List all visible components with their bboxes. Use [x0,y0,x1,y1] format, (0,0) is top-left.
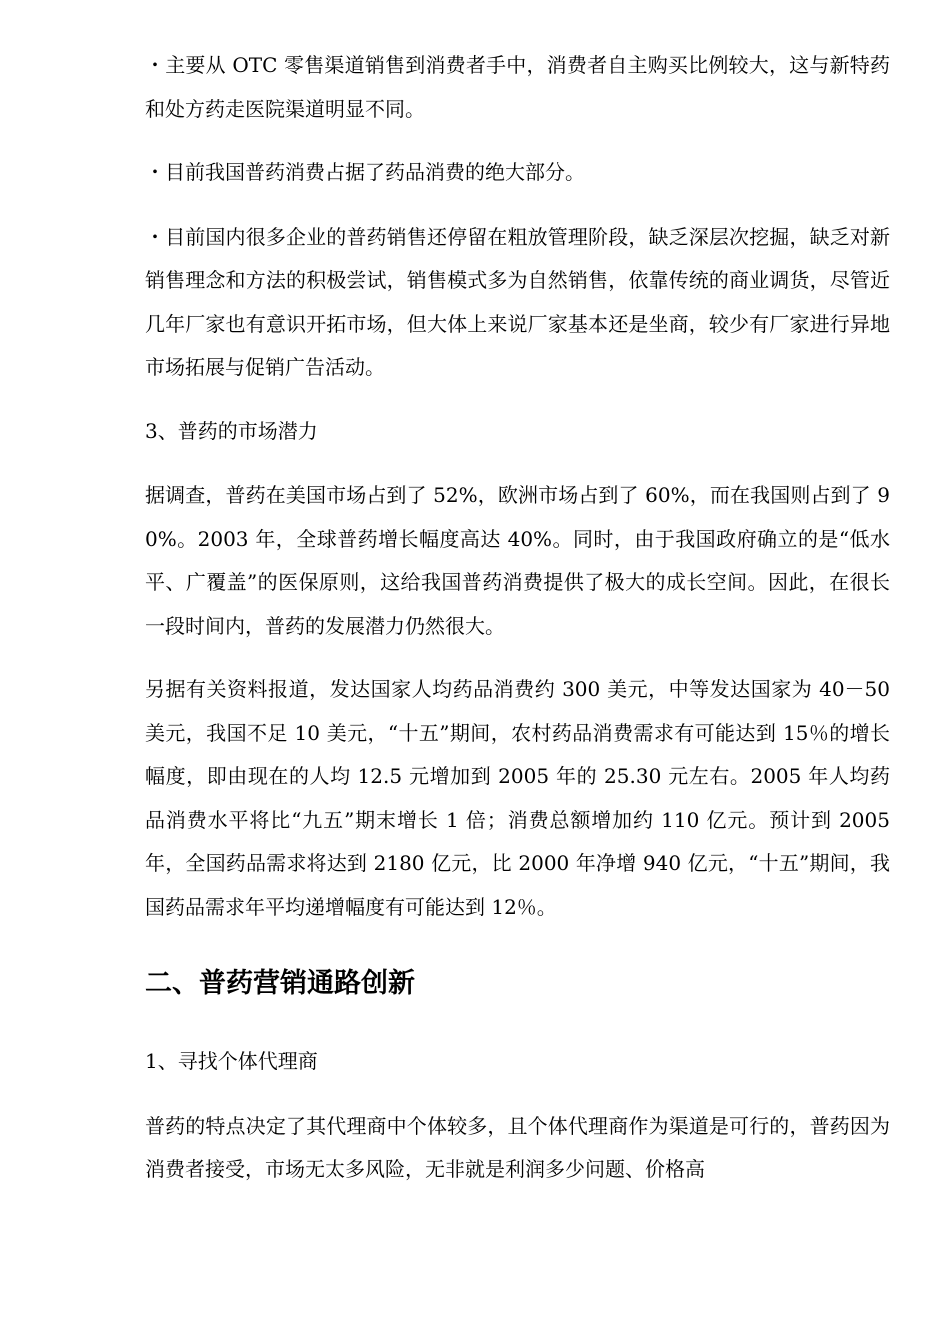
bullet-paragraph-sales-management: ・目前国内很多企业的普药销售还停留在粗放管理阶段，缺乏深层次挖掘，缺乏对新销售理念和方法的积极尝试，销售模式多为自然销售，依靠传统的商业调货，尽管近几年厂家也有意识开拓市场，但大体上来说厂家基本还是坐商，较少有厂家进行异地市场拓展与促销广告活动。 [145,224,890,379]
paragraph-per-capita-consumption: 另据有关资料报道，发达国家人均药品消费约 300 美元，中等发达国家为 40－50 美元，我国不足 10 美元，“十五”期间，农村药品消费需求有可能达到 15％的增长幅度，即由现在的人均 12.5 元增加到 2005 年的 25.30 元左右。2005 年人均药品消费水平将比“九五”期末增长 1 倍；消费总额增加约 110 亿元。预计到 2005 年，全国药品需求将达到 2180 亿元，比 2000 年净增 940 亿元，“十五”期间，我国药品需求年平均递增幅度有可能达到 12％。 [145,677,890,919]
subsection-heading-individual-agents: 1、寻找个体代理商 [145,1049,318,1073]
bullet-paragraph-consumption-share: ・目前我国普药消费占据了药品消费的绝大部分。 [145,160,585,184]
section-title-channel-innovation: 二、普药营销通路创新 [145,968,415,999]
paragraph-market-survey: 据调查，普药在美国市场占到了 52%，欧洲市场占到了 60%，而在我国则占到了 90%。2003 年，全球普药增长幅度高达 40%。同时，由于我国政府确立的是“低水平、广覆盖”的医保原则，这给我国普药消费提供了极大的成长空间。因此，在很长一段时间内，普药的发展潜力仍然很大。 [145,483,890,638]
paragraph-individual-agents: 普药的特点决定了其代理商中个体较多，且个体代理商作为渠道是可行的，普药因为消费者接受，市场无太多风险，无非就是利润多少问题、价格高 [145,1113,890,1181]
document-page [145,44,890,1212]
bullet-paragraph-otc: ・主要从 OTC 零售渠道销售到消费者手中，消费者自主购买比例较大，这与新特药和处方药走医院渠道明显不同。 [145,53,890,121]
subsection-heading-market-potential: 3、普药的市场潜力 [145,418,318,443]
